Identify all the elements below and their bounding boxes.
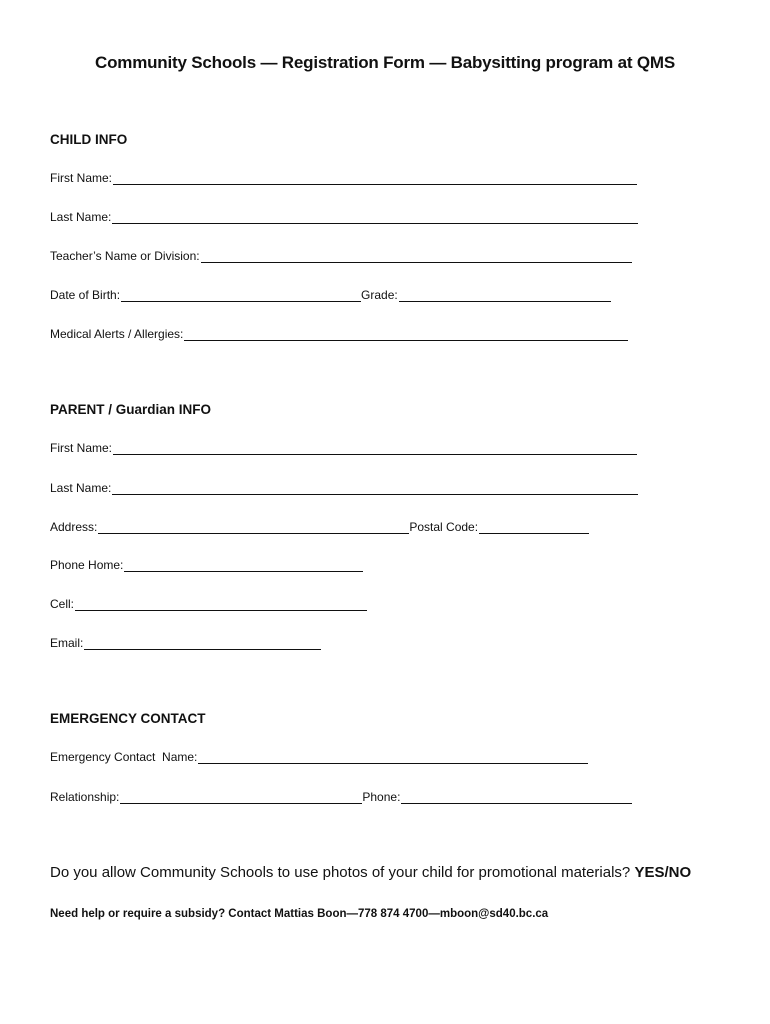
child-first-name-label: First Name: (50, 171, 113, 185)
postal-code-label: Postal Code: (409, 520, 479, 534)
emergency-name-label: Emergency Contact Name: (50, 750, 198, 764)
photo-answer-options[interactable]: YES/NO (634, 864, 692, 881)
emergency-phone-label: Phone: (362, 790, 401, 804)
help-contact-text: Need help or require a subsidy? Contact Mattias Boon—778 874 4700—mboon@sd40.bc.ca (50, 908, 549, 920)
child-last-name-row (50, 206, 638, 224)
teacher-label: Teacher’s Name or Division: (50, 249, 200, 263)
child-info-heading: CHILD INFO (50, 132, 128, 147)
emergency-name-row (50, 746, 588, 764)
emergency-phone-field[interactable] (401, 790, 632, 804)
cell-row (50, 593, 367, 611)
child-first-name-row (50, 167, 637, 185)
parent-last-name-label: Last Name: (50, 481, 112, 495)
relationship-phone-row (50, 786, 632, 804)
dob-label: Date of Birth: (50, 288, 121, 302)
postal-code-field[interactable] (479, 520, 589, 534)
phone-home-row (50, 554, 363, 572)
parent-first-name-field[interactable] (113, 441, 637, 455)
relationship-label: Relationship: (50, 790, 120, 804)
medical-label: Medical Alerts / Allergies: (50, 327, 184, 341)
dob-grade-row (50, 284, 611, 302)
photo-question-text: Do you allow Community Schools to use photos of your child for promotional materials? (50, 864, 631, 881)
grade-field[interactable] (399, 288, 611, 302)
child-first-name-field[interactable] (113, 171, 637, 185)
address-row (50, 516, 589, 534)
email-label: Email: (50, 636, 84, 650)
cell-label: Cell: (50, 597, 75, 611)
medical-row (50, 323, 628, 341)
child-last-name-label: Last Name: (50, 210, 112, 224)
email-field[interactable] (84, 636, 321, 650)
dob-field[interactable] (121, 288, 361, 302)
email-row (50, 632, 321, 650)
photo-permission-question (50, 864, 691, 881)
parent-first-name-label: First Name: (50, 441, 113, 455)
phone-home-field[interactable] (124, 558, 363, 572)
emergency-contact-heading: EMERGENCY CONTACT (50, 711, 206, 726)
parent-info-heading: PARENT / Guardian INFO (50, 402, 212, 417)
address-label: Address: (50, 520, 98, 534)
cell-field[interactable] (75, 597, 367, 611)
relationship-field[interactable] (120, 790, 362, 804)
child-last-name-field[interactable] (112, 210, 638, 224)
teacher-field[interactable] (201, 249, 632, 263)
medical-field[interactable] (184, 327, 628, 341)
parent-last-name-row (50, 477, 638, 495)
parent-last-name-field[interactable] (112, 481, 638, 495)
grade-label: Grade: (361, 288, 398, 302)
emergency-name-field[interactable] (198, 750, 588, 764)
address-field[interactable] (98, 520, 409, 534)
teacher-row (50, 245, 632, 263)
form-title: Community Schools — Registration Form — Babysitting program at QMS (95, 53, 675, 72)
parent-first-name-row (50, 437, 637, 455)
phone-home-label: Phone Home: (50, 558, 124, 572)
